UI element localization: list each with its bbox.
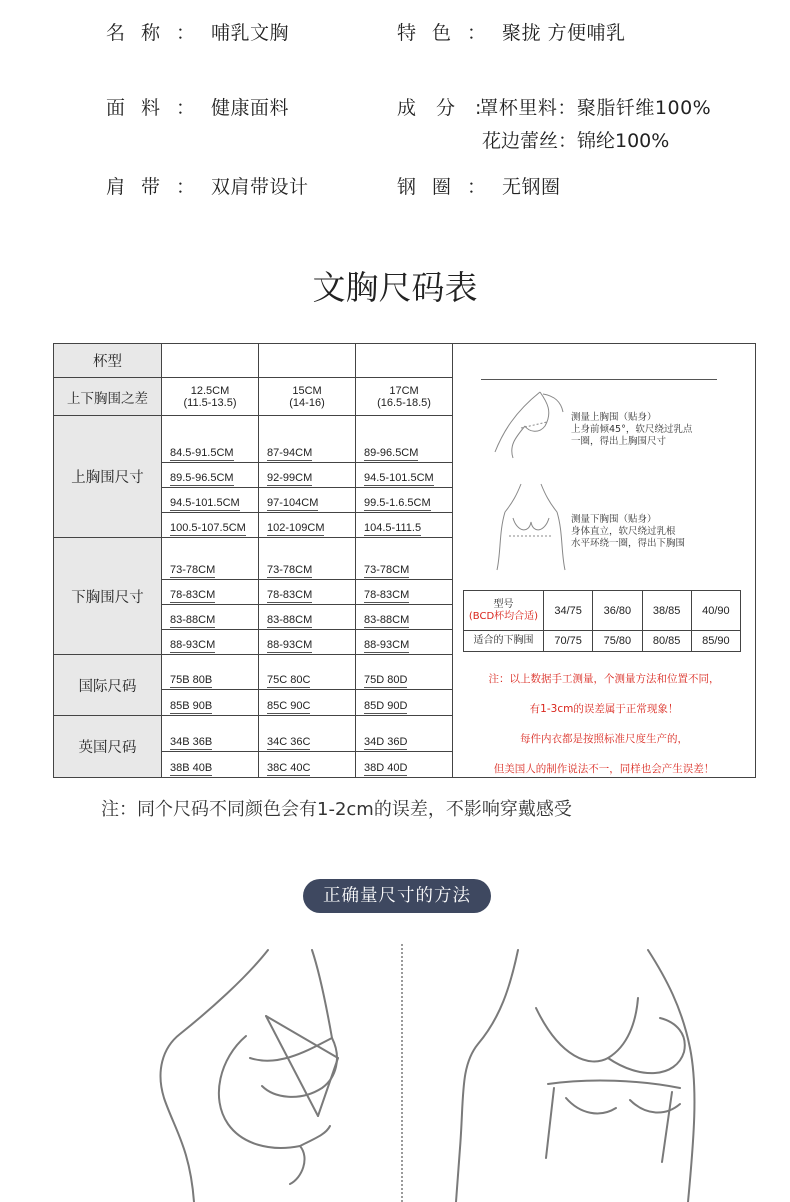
upper-value: 99.5-1.6.5CM bbox=[364, 496, 431, 509]
uk-value: 38D 40D bbox=[364, 762, 408, 774]
intl-value: 85C 90C bbox=[267, 699, 311, 712]
under-cell bbox=[356, 537, 453, 579]
upper-value: 104.5-111.5 bbox=[364, 521, 422, 534]
under-cell bbox=[162, 537, 259, 579]
intl-cell bbox=[356, 655, 453, 689]
upper-measure-line1: 上身前倾45°，软尺绕过乳点 bbox=[571, 424, 693, 435]
upper-value: 89.5-96.5CM bbox=[170, 471, 234, 484]
diff-main: 15CM bbox=[292, 384, 322, 397]
name-value: 哺乳文胸 bbox=[211, 22, 290, 44]
intl-cell bbox=[259, 655, 356, 689]
under-value: 73-78CM bbox=[170, 564, 216, 577]
uk-value: 34D 36D bbox=[364, 735, 408, 748]
intl-value: 85D 90D bbox=[364, 699, 408, 712]
illustration-divider bbox=[401, 944, 403, 1202]
upper-value: 92-99CM bbox=[267, 471, 313, 484]
intl-value: 75C 80C bbox=[267, 673, 311, 686]
upper-value: 84.5-91.5CM bbox=[170, 446, 234, 459]
fit-under-value: 70/75 bbox=[544, 631, 593, 652]
upper-value: 102-109CM bbox=[267, 521, 325, 534]
under-bust-measure-illustration-icon bbox=[440, 948, 740, 1202]
upper-cell bbox=[356, 487, 453, 512]
upper-measure-line2: 一圈，得出上胸围尺寸 bbox=[571, 436, 667, 447]
strap-value: 双肩带设计 bbox=[211, 176, 309, 198]
upper-bust-label: 上胸围尺寸 bbox=[54, 416, 162, 538]
fit-under-label: 适合的下胸围 bbox=[464, 631, 544, 652]
diff-cell bbox=[356, 378, 453, 416]
fabric-value: 健康面料 bbox=[211, 97, 290, 119]
measure-guide-panel bbox=[453, 344, 756, 778]
page-title: 文胸尺码表 bbox=[312, 268, 478, 307]
composition-label: 成分: bbox=[397, 97, 502, 119]
red-notes bbox=[453, 344, 755, 777]
uk-value: 34C 36C bbox=[267, 735, 311, 748]
diff-range: (16.5-18.5) bbox=[377, 396, 431, 409]
intl-value: 85B 90B bbox=[170, 699, 213, 712]
diff-range: (14-16) bbox=[289, 396, 325, 409]
diff-cell bbox=[259, 378, 356, 416]
intl-cell bbox=[356, 689, 453, 715]
diff-label: 上下胸围之差 bbox=[54, 378, 162, 416]
model-label: 型号 bbox=[493, 598, 514, 610]
size-table bbox=[53, 343, 756, 778]
upper-cell bbox=[259, 487, 356, 512]
under-value: 78-83CM bbox=[267, 589, 313, 602]
wire-row bbox=[397, 172, 561, 199]
strap-label: 肩带： bbox=[106, 176, 212, 198]
intl-size-label: 国际尺码 bbox=[54, 655, 162, 715]
under-value: 73-78CM bbox=[267, 564, 313, 577]
uk-cell bbox=[162, 715, 259, 751]
name-row bbox=[106, 18, 289, 45]
under-cell bbox=[162, 605, 259, 630]
under-value: 88-93CM bbox=[364, 639, 410, 652]
uk-cell bbox=[356, 751, 453, 777]
upper-cell bbox=[259, 512, 356, 537]
under-value: 83-88CM bbox=[267, 614, 313, 627]
cup-col-d bbox=[356, 344, 453, 378]
cup-header: 杯型 bbox=[54, 344, 162, 378]
cup-col-c bbox=[259, 344, 356, 378]
under-value: 78-83CM bbox=[364, 589, 410, 602]
under-value: 83-88CM bbox=[170, 614, 216, 627]
upper-value: 97-104CM bbox=[267, 496, 319, 509]
red-note-4: 但美国人的制作说法不一，同样也会产生误差！ bbox=[493, 763, 715, 775]
name-label: 名称： bbox=[106, 22, 212, 44]
uk-size-label: 英国尺码 bbox=[54, 715, 162, 777]
under-measure-line2: 水平环绕一圈，得出下胸围 bbox=[571, 538, 686, 549]
upper-value: 89-96.5CM bbox=[364, 446, 419, 459]
under-cell bbox=[356, 605, 453, 630]
strap-row bbox=[106, 172, 309, 199]
upper-cell bbox=[259, 462, 356, 487]
under-cell bbox=[162, 580, 259, 605]
under-measure-line1: 身体直立，软尺绕过乳根 bbox=[571, 526, 676, 537]
upper-value: 94.5-101.5CM bbox=[364, 471, 434, 484]
color-variance-note: 注：同个尺码不同颜色会有1-2cm的误差，不影响穿戴感受 bbox=[101, 799, 572, 820]
under-value: 88-93CM bbox=[170, 639, 216, 652]
under-value: 88-93CM bbox=[267, 639, 313, 652]
under-bust-label: 下胸围尺寸 bbox=[54, 537, 162, 655]
uk-cell bbox=[162, 751, 259, 777]
under-value: 83-88CM bbox=[364, 614, 410, 627]
feature-row bbox=[397, 18, 626, 45]
uk-cell bbox=[259, 751, 356, 777]
intl-cell bbox=[162, 689, 259, 715]
upper-bust-measure-illustration-icon bbox=[150, 948, 390, 1202]
fabric-label: 面料： bbox=[106, 97, 212, 119]
diff-range: (11.5-13.5) bbox=[183, 396, 237, 409]
diff-main: 17CM bbox=[389, 384, 419, 397]
intl-cell bbox=[259, 689, 356, 715]
product-info bbox=[0, 0, 790, 230]
diff-cell bbox=[162, 378, 259, 416]
upper-value: 94.5-101.5CM bbox=[170, 496, 240, 509]
cup-col-b bbox=[162, 344, 259, 378]
intl-value: 75B 80B bbox=[170, 673, 213, 686]
red-note-1: 注：以上数据手工测量，个测量方法和位置不同， bbox=[488, 673, 720, 685]
upper-cell bbox=[162, 487, 259, 512]
measure-method-button[interactable]: 正确量尺寸的方法 bbox=[303, 879, 491, 913]
upper-value: 100.5-107.5CM bbox=[170, 521, 246, 534]
feature-label: 特色： bbox=[397, 22, 503, 44]
fit-under-value: 80/85 bbox=[642, 631, 691, 652]
fit-under-value: 75/80 bbox=[593, 631, 642, 652]
upper-value: 87-94CM bbox=[267, 446, 313, 459]
upper-cell bbox=[162, 512, 259, 537]
wire-label: 钢圈： bbox=[397, 176, 503, 198]
under-cell bbox=[259, 580, 356, 605]
feature-value: 聚拢 方便哺乳 bbox=[502, 22, 626, 44]
wire-value: 无钢圈 bbox=[502, 176, 561, 198]
upper-cell bbox=[356, 462, 453, 487]
red-note-2: 有1-3cm的误差属于正常现象！ bbox=[529, 703, 679, 715]
measure-guide bbox=[453, 344, 755, 777]
model-sublabel: (BCD杯均合适) bbox=[468, 610, 539, 622]
under-value: 78-83CM bbox=[170, 589, 216, 602]
upper-cell bbox=[162, 416, 259, 462]
uk-cell bbox=[259, 715, 356, 751]
under-measure-title: 测量下胸围（贴身） bbox=[571, 514, 657, 525]
upper-cell bbox=[259, 416, 356, 462]
under-cell bbox=[356, 630, 453, 655]
under-cell bbox=[259, 537, 356, 579]
under-value: 73-78CM bbox=[364, 564, 410, 577]
upper-cell bbox=[356, 416, 453, 462]
composition-row bbox=[397, 93, 711, 120]
uk-value: 38C 40C bbox=[267, 762, 311, 774]
upper-measure-title: 测量上胸围（贴身） bbox=[571, 412, 657, 423]
fit-under-value: 85/90 bbox=[691, 631, 740, 652]
model-value: 36/80 bbox=[593, 591, 642, 631]
upper-cell bbox=[162, 462, 259, 487]
composition-line2: 花边蕾丝：锦纶100% bbox=[482, 130, 670, 152]
under-cell bbox=[259, 605, 356, 630]
model-value: 38/85 bbox=[642, 591, 691, 631]
under-cell bbox=[162, 630, 259, 655]
uk-value: 34B 36B bbox=[170, 735, 213, 748]
model-value: 40/90 bbox=[691, 591, 740, 631]
under-cell bbox=[259, 630, 356, 655]
red-note-3: 每件内衣都是按照标准尺度生产的， bbox=[520, 733, 688, 745]
uk-cell bbox=[356, 715, 453, 751]
uk-value: 38B 40B bbox=[170, 762, 213, 774]
model-value: 34/75 bbox=[544, 591, 593, 631]
fabric-row bbox=[106, 93, 289, 120]
intl-value: 75D 80D bbox=[364, 673, 408, 686]
under-cell bbox=[356, 580, 453, 605]
composition-line1: 罩杯里料：聚脂钎维100% bbox=[479, 97, 712, 119]
upper-cell bbox=[356, 512, 453, 537]
diff-main: 12.5CM bbox=[190, 384, 230, 397]
intl-cell bbox=[162, 655, 259, 689]
